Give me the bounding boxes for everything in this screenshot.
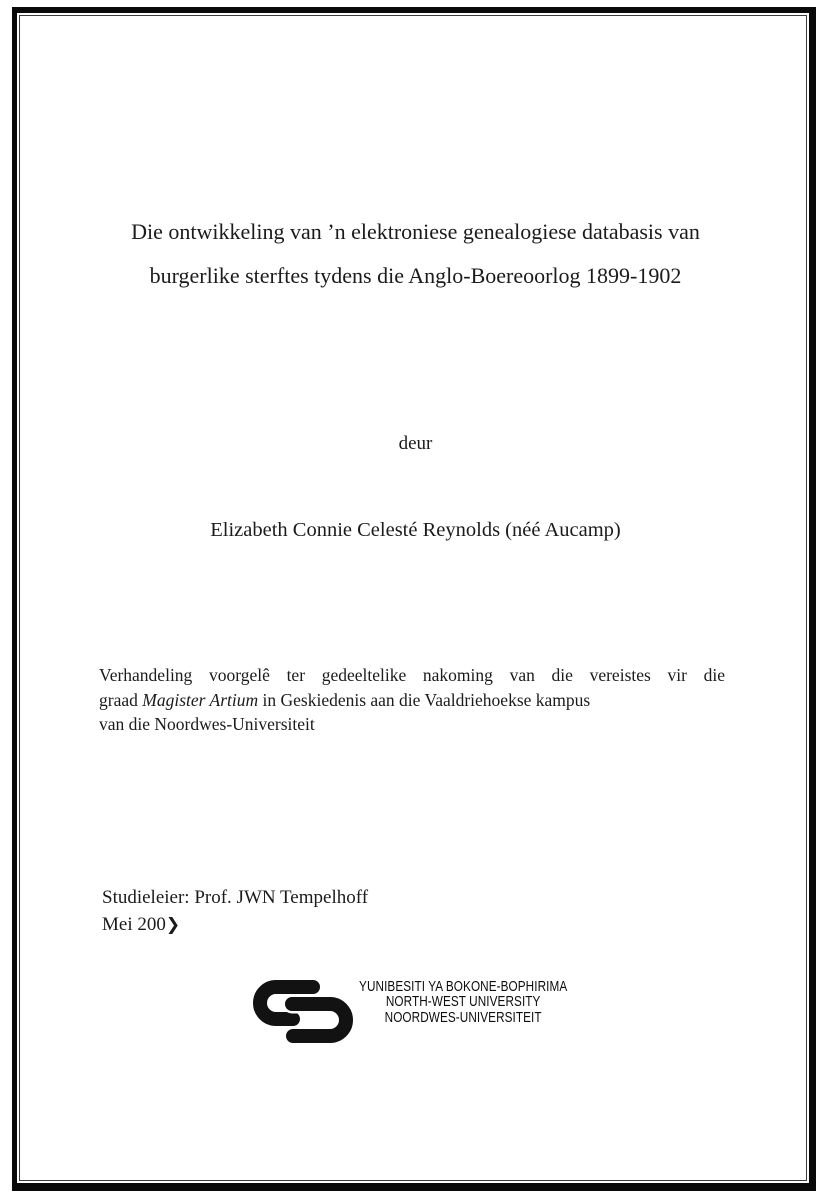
degree-statement-line3: van die Noordwes-Universiteit: [99, 714, 315, 734]
degree-statement-line1: Verhandeling voorgelê ter gedeeltelike nakoming van die vereistes vir die: [99, 665, 725, 685]
degree-statement-line2-suffix: in Geskiedenis aan die Vaaldriehoekse kampus: [258, 689, 591, 710]
degree-statement-line2: [99, 688, 725, 713]
date-prefix: Mei 200: [102, 914, 166, 935]
nwu-logo: [253, 977, 583, 1049]
logo-text-english: NORTH-WEST UNIVERSITY: [385, 994, 541, 1011]
degree-statement-line2-prefix: graad: [99, 689, 143, 710]
logo-text-afrikaans: NOORDWES-UNIVERSITEIT: [384, 1009, 542, 1026]
thesis-title: [60, 210, 771, 298]
numeral-7-glyph: ❯: [165, 915, 181, 935]
nwu-logo-wordmark: [353, 980, 573, 1026]
author-name: Elizabeth Connie Celesté Reynolds (néé Aucamp): [210, 519, 621, 541]
date-line: [102, 914, 180, 936]
thesis-title-line1: Die ontwikkeling van ’n elektroniese genealogiese databasis van: [131, 219, 700, 244]
supervisor-line: Studieleier: Prof. JWN Tempelhoff: [102, 887, 369, 908]
degree-name-italic: Magister Artium: [142, 689, 259, 710]
thesis-title-line2: burgerlike sterftes tydens die Anglo-Boereoorlog 1899-1902: [149, 263, 682, 288]
nwu-chainlink-logo-icon: [253, 980, 354, 1044]
logo-text-setswana: YUNIBESITI YA BOKONE-BOPHIRIMA: [359, 979, 568, 995]
byline-deur: deur: [398, 433, 433, 454]
degree-statement: [99, 663, 725, 737]
